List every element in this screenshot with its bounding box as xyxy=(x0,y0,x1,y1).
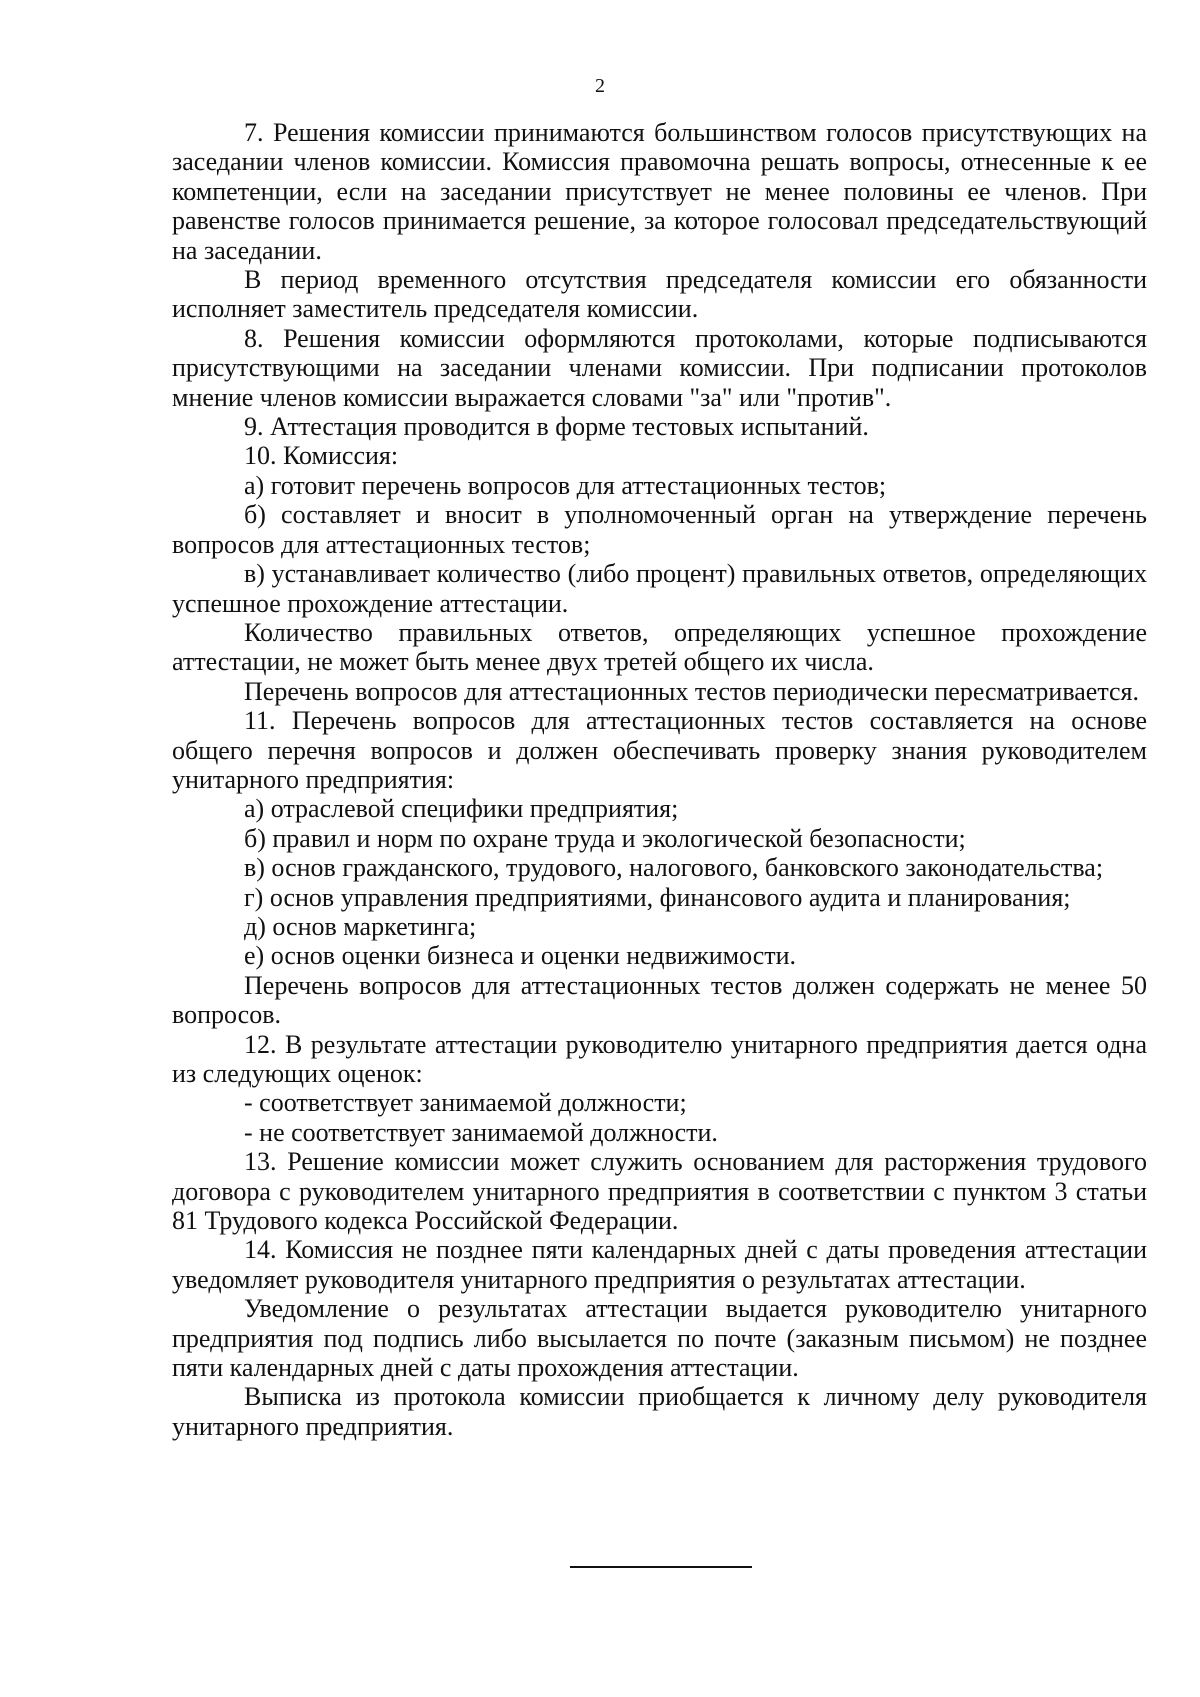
paragraph-10-v: в) устанавливает количество (либо процент) правильных ответов, определяющих успешное прохождение аттестации. xyxy=(172,559,1147,618)
paragraph-10-a: а) готовит перечень вопросов для аттестационных тестов; xyxy=(244,470,887,500)
paragraph-14-note-2: Выписка из протокола комиссии приобщается к личному делу руководителя унитарного предприятия. xyxy=(172,1382,1147,1441)
paragraph-11-e: е) основ оценки бизнеса и оценки недвижимости. xyxy=(244,941,797,971)
page-number: 2 xyxy=(595,75,605,97)
paragraph-11-d: д) основ маркетинга; xyxy=(244,911,477,941)
paragraph-7: 7. Решения комиссии принимаются большинством голосов присутствующих на заседании членов комиссии. Комиссия правомочна решать вопросы, отнесенные к ее компетенции, если на заседании присутствует не менее половины ее членов. При равенстве голосов принимается решение, за которое голосовал председательствующий на заседании. xyxy=(172,118,1147,265)
paragraph-12-option-2: - не соответствует занимаемой должности. xyxy=(244,1117,718,1147)
paragraph-12: 12. В результате аттестации руководителю унитарного предприятия дается одна из следующих оценок: xyxy=(172,1029,1147,1088)
paragraph-11-a: а) отраслевой специфики предприятия; xyxy=(244,794,679,824)
paragraph-12-option-1: - соответствует занимаемой должности; xyxy=(244,1088,687,1118)
paragraph-11-note: Перечень вопросов для аттестационных тестов должен содержать не менее 50 вопросов. xyxy=(172,970,1147,1030)
paragraph-10-b: б) составляет и вносит в уполномоченный орган на утверждение перечень вопросов для аттестационных тестов; xyxy=(172,500,1147,559)
paragraph-8: 8. Решения комиссии оформляются протоколами, которые подписываются присутствующими на заседании членами комиссии. При подписании протоколов мнение членов комиссии выражается словами "за" или "против". xyxy=(172,323,1147,412)
document-body xyxy=(172,118,1147,1441)
paragraph-11-b: б) правил и норм по охране труда и экологической безопасности; xyxy=(244,823,966,853)
paragraph-14: 14. Комиссия не позднее пяти календарных дней с даты проведения аттестации уведомляет руководителя унитарного предприятия о результатах аттестации. xyxy=(172,1235,1147,1294)
paragraph-11-v: в) основ гражданского, трудового, налогового, банковского законодательства; xyxy=(244,853,1104,883)
paragraph-11-g: г) основ управления предприятиями, финансового аудита и планирования; xyxy=(244,882,1071,912)
paragraph-7-note: В период временного отсутствия председателя комиссии его обязанности исполняет заместитель председателя комиссии. xyxy=(172,265,1147,324)
paragraph-14-note-1: Уведомление о результатах аттестации выдается руководителю унитарного предприятия под подпись либо высылается по почте (заказным письмом) не позднее пяти календарных дней с даты прохождения аттестации. xyxy=(172,1294,1147,1383)
paragraph-11: 11. Перечень вопросов для аттестационных тестов составляется на основе общего перечня вопросов и должен обеспечивать проверку знания руководителем унитарного предприятия: xyxy=(172,706,1147,794)
paragraph-10: 10. Комиссия: xyxy=(244,441,399,471)
paragraph-10-note-2: Перечень вопросов для аттестационных тестов периодически пересматривается. xyxy=(244,676,1140,706)
end-of-document-rule xyxy=(570,1566,752,1568)
paragraph-10-note-1: Количество правильных ответов, определяющих успешное прохождение аттестации, не может быть менее двух третей общего их числа. xyxy=(172,617,1147,677)
paragraph-9: 9. Аттестация проводится в форме тестовых испытаний. xyxy=(244,412,869,442)
paragraph-13: 13. Решение комиссии может служить основанием для расторжения трудового договора с руководителем унитарного предприятия в соответствии с пунктом 3 статьи 81 Трудового кодекса Российской Федерации. xyxy=(172,1147,1147,1236)
